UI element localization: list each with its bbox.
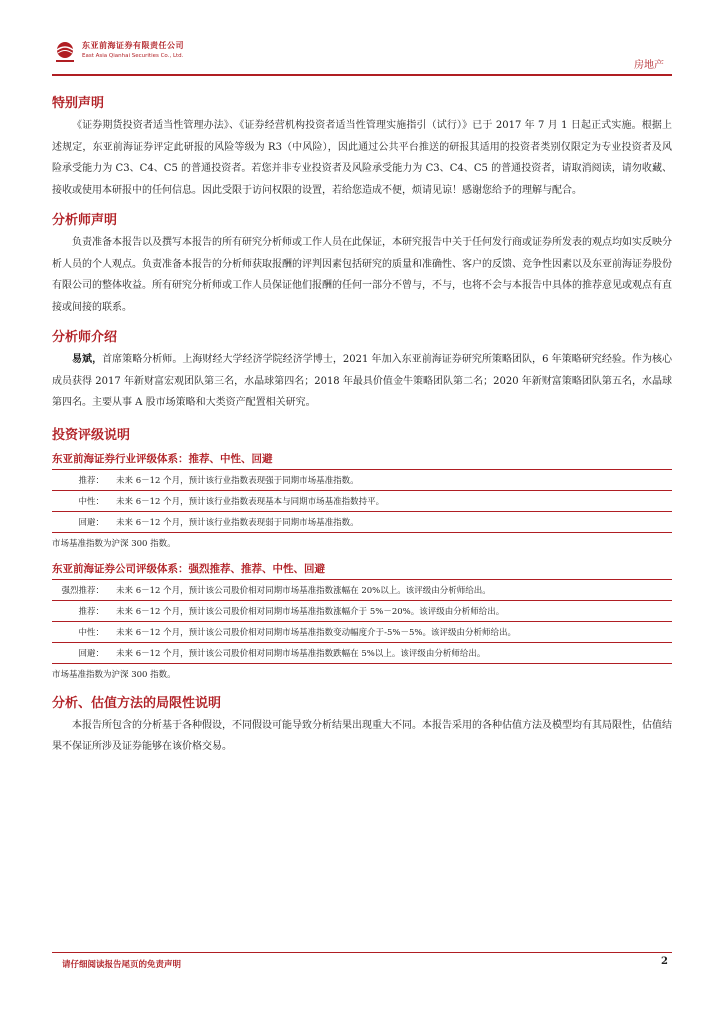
limitations-text: 本报告所包含的分析基于各种假设，不同假设可能导致分析结果出现重大不同。本报告采用的各种估值方法及模型均有其局限性，估值结果不保证所涉及证券能够在该价格交易。 <box>52 719 672 752</box>
analyst-statement-title: 分析师声明 <box>52 213 118 228</box>
table-row <box>52 511 672 532</box>
table-row <box>52 490 672 511</box>
table-row <box>52 580 672 601</box>
table-row <box>52 470 672 491</box>
limitations-title: 分析、估值方法的局限性说明 <box>52 695 222 711</box>
analyst-intro-paragraph <box>52 349 672 414</box>
industry-rating-note: 市场基准指数为沪深 300 指数。 <box>52 538 176 549</box>
analyst-name: 易斌， <box>72 354 103 365</box>
rating-desc: 未来 6－12 个月，预计该公司股价相对同期市场基准指数涨幅介于 5%－20%。该评级由分析师给出。 <box>112 600 672 621</box>
page-number: 2 <box>661 956 668 967</box>
special-statement-text: 《证券期货投资者适当性管理办法》、《证券经营机构投资者适当性管理实施指引（试行）》已于 2017 年 7 月 1 日起正式实施。根据上述规定，东亚前海证券评定此研报的风险等级为 R3（中风险），因此通过公共平台推送的研报其适用的投资者类别仅限定为专业投资者及风险承受能力为 C3、C4、C5 的普通投资者。若您并非专业投资者及风险承受能力为 C3、C4、C5 的普通投资者，请取消阅读，请勿收藏、接收或使用本研报中的任何信息。因此受限于访问权限的设置，若给您造成不便，烦请见谅！感谢您给予的理解与配合。 <box>52 120 672 196</box>
page-header <box>52 38 672 74</box>
company-rating-head: 东亚前海证券公司评级体系：强烈推荐、推荐、中性、回避 <box>52 561 672 580</box>
company-logo-text <box>82 40 184 59</box>
rating-desc: 未来 6－12 个月，预计该公司股价相对同期市场基准指数涨幅在 20%以上。该评级由分析师给出。 <box>112 580 672 601</box>
industry-rating-table <box>52 470 672 533</box>
rating-desc: 未来 6－12 个月，预计该公司股价相对同期市场基准指数跌幅在 5%以上。该评级由分析师给出。 <box>112 642 672 663</box>
rating-label: 强烈推荐： <box>52 580 112 601</box>
rating-label: 推荐： <box>52 600 112 621</box>
analyst-intro-title: 分析师介绍 <box>52 330 118 345</box>
rating-desc: 未来 6－12 个月，预计该行业指数表现强于同期市场基准指数。 <box>112 470 672 491</box>
footer-disclaimer: 请仔细阅读报告尾页的免责声明 <box>62 960 182 970</box>
report-category: 房地产 <box>634 60 664 71</box>
industry-rating-head: 东亚前海证券行业评级体系：推荐、中性、回避 <box>52 451 672 470</box>
rating-title: 投资评级说明 <box>52 427 131 443</box>
analyst-intro-text: 首席策略分析师。上海财经大学经济学院经济学博士，2021 年加入东亚前海证券研究所策略团队，6 年策略研究经验。作为核心成员获得 2017 年新财富宏观团队第三名，水晶球第四名；2018 年最具价值金牛策略团队第二名；2020 年新财富策略团队第五名，水晶球第四名。主要从事 A 股市场策略和大类资产配置相关研究。 <box>52 354 673 408</box>
table-row <box>52 621 672 642</box>
footer-divider <box>52 952 672 953</box>
company-logo-icon <box>52 40 78 64</box>
rating-label: 中性： <box>52 490 112 511</box>
rating-label: 推荐： <box>52 470 112 491</box>
rating-label: 回避： <box>52 642 112 663</box>
table-row <box>52 642 672 663</box>
header-divider <box>52 74 672 76</box>
special-statement-title: 特别声明 <box>52 96 105 111</box>
company-rating-note: 市场基准指数为沪深 300 指数。 <box>52 669 176 680</box>
table-row <box>52 600 672 621</box>
rating-desc: 未来 6－12 个月，预计该行业指数表现弱于同期市场基准指数。 <box>112 511 672 532</box>
company-name-cn: 东亚前海证券有限责任公司 <box>82 41 184 50</box>
company-rating-table <box>52 580 672 664</box>
rating-desc: 未来 6－12 个月，预计该行业指数表现基本与同期市场基准指数持平。 <box>112 490 672 511</box>
rating-desc: 未来 6－12 个月，预计该公司股价相对同期市场基准指数变动幅度介于-5%－5%。该评级由分析师给出。 <box>112 621 672 642</box>
rating-label: 回避： <box>52 511 112 532</box>
rating-label: 中性： <box>52 621 112 642</box>
company-name-en: East Asia Qianhai Securities Co., Ltd. <box>82 53 184 59</box>
report-content <box>52 88 672 758</box>
analyst-statement-text: 负责准备本报告以及撰写本报告的所有研究分析师或工作人员在此保证，本研究报告中关于任何发行商或证券所发表的观点均如实反映分析人员的个人观点。负责准备本报告的分析师获取报酬的评判因素包括研究的质量和准确性、客户的反馈、竞争性因素以及东亚前海证券股份有限公司的整体收益。所有研究分析师或工作人员保证他们报酬的任何一部分不曾与，不与，也将不会与本报告中具体的推荐意见或观点有直接或间接的联系。 <box>52 237 672 313</box>
